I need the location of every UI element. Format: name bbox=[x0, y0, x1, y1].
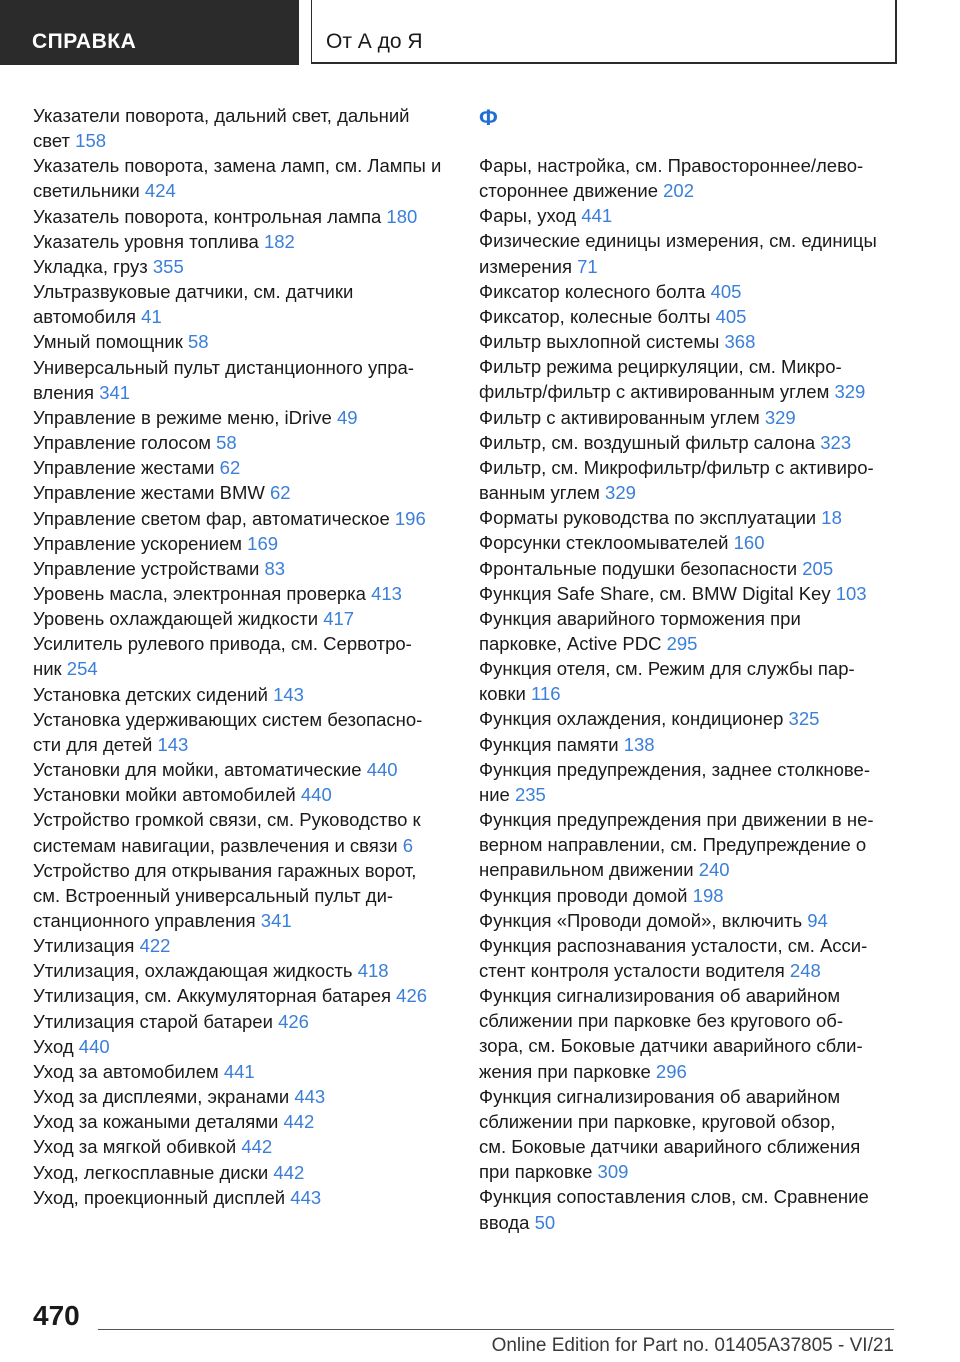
index-entry-text: Управление светом фар, автоматическое bbox=[33, 507, 390, 529]
page-number: 470 bbox=[33, 1300, 80, 1331]
page-reference-link[interactable]: 49 bbox=[336, 406, 358, 428]
index-entry bbox=[33, 1084, 453, 1109]
index-entry-text: Уход за автомобилем bbox=[33, 1060, 219, 1082]
index-entry bbox=[33, 1009, 453, 1034]
index-entry-line bbox=[479, 732, 899, 757]
index-entry-line bbox=[33, 128, 453, 153]
index-entry bbox=[33, 204, 453, 229]
index-entry-text: ванным углем bbox=[479, 482, 600, 504]
index-entry-line bbox=[33, 1034, 453, 1059]
index-entry-line bbox=[479, 480, 899, 505]
page-reference-link[interactable]: 6 bbox=[402, 834, 414, 856]
index-entry bbox=[479, 581, 899, 606]
index-entry-text: Функция «Проводи домой», включить bbox=[479, 909, 803, 931]
index-entry-line bbox=[479, 279, 899, 304]
index-entry bbox=[33, 933, 453, 958]
index-entry-line bbox=[33, 556, 453, 581]
page-reference-link[interactable]: 202 bbox=[663, 180, 695, 202]
index-entry-line bbox=[33, 329, 453, 354]
index-entry-text: фильтр/фильтр с активированным углем bbox=[479, 381, 830, 403]
page-header bbox=[0, 0, 960, 66]
index-entry-text: Фильтр выхлопной системы bbox=[479, 331, 720, 353]
section-tab-label: СПРАВКА bbox=[32, 30, 137, 53]
index-entry-text: Функция предупреждения при движении в не- bbox=[479, 809, 874, 831]
index-entry-text: ние bbox=[479, 783, 510, 805]
page-reference-link[interactable]: 248 bbox=[789, 960, 821, 981]
index-entry bbox=[479, 505, 899, 530]
index-entry-line bbox=[479, 908, 899, 933]
index-entry bbox=[479, 329, 899, 354]
page-reference-link[interactable]: 58 bbox=[216, 432, 237, 454]
index-entry-line bbox=[479, 631, 899, 656]
index-entry-line bbox=[479, 556, 899, 581]
index-entry-text: системам навигации, развлечения и связи bbox=[33, 834, 398, 856]
index-entry bbox=[479, 883, 899, 908]
index-entry bbox=[33, 958, 453, 983]
page-reference-link[interactable]: 405 bbox=[715, 305, 747, 327]
index-entry-text: Управление голосом bbox=[33, 432, 211, 454]
page-reference-link[interactable]: 198 bbox=[692, 884, 724, 906]
page-reference-link[interactable]: 426 bbox=[278, 1010, 309, 1032]
index-entry-text: Указатель поворота, замена ламп, см. Лампы и bbox=[33, 155, 442, 177]
page-reference-link[interactable]: 160 bbox=[733, 532, 765, 554]
index-entry-line bbox=[479, 1059, 899, 1084]
index-entry-text: верном направлении, см. Предупреждение о bbox=[479, 834, 867, 856]
index-entry bbox=[33, 531, 453, 556]
page-reference-link[interactable]: 418 bbox=[357, 960, 389, 982]
index-entry bbox=[479, 405, 899, 430]
index-entry-text: Утилизация bbox=[33, 935, 135, 957]
index-entry bbox=[479, 455, 899, 505]
subsection-tab[interactable] bbox=[311, 0, 897, 64]
index-entry-text: Фары, уход bbox=[479, 205, 577, 227]
index-entry-text: Утилизация старой батареи bbox=[33, 1010, 273, 1032]
index-entry-text: сближении при парковке, круговой обзор, bbox=[479, 1110, 836, 1132]
index-entry-text: Функция сигнализирования об аварийном bbox=[479, 1085, 841, 1107]
index-entry-text: Управление жестами BMW bbox=[33, 482, 265, 504]
index-entry-line bbox=[33, 304, 453, 329]
index-entry-text: Функция распознавания усталости, см. Асси- bbox=[479, 934, 868, 956]
index-entry-line bbox=[33, 606, 453, 631]
index-entry-line bbox=[33, 782, 453, 807]
page-reference-link[interactable]: 440 bbox=[366, 759, 398, 781]
index-entry-text: Установки мойки автомобилей bbox=[33, 784, 296, 806]
index-entry-text: стороннее движение bbox=[479, 180, 658, 202]
index-column-left bbox=[33, 103, 453, 1210]
page-reference-link[interactable]: 309 bbox=[597, 1161, 629, 1183]
index-entry bbox=[33, 480, 453, 505]
page-reference-link[interactable]: 138 bbox=[623, 733, 655, 755]
page-reference-link[interactable]: 441 bbox=[581, 205, 613, 227]
index-entry-text: Фильтр, см. воздушный фильтр салона bbox=[479, 431, 816, 453]
index-entry bbox=[479, 530, 899, 555]
index-entry-line bbox=[33, 430, 453, 455]
index-entry-text: Функция проводи домой bbox=[479, 884, 688, 906]
index-entry bbox=[479, 354, 899, 404]
subsection-tab-label: От А до Я bbox=[326, 30, 423, 53]
index-entry-text: Уровень масла, электронная проверка bbox=[33, 582, 366, 604]
index-entry-line bbox=[479, 304, 899, 329]
index-entry bbox=[479, 228, 899, 278]
index-entry bbox=[33, 1134, 453, 1159]
index-entry-text: Управление в режиме меню, iDrive bbox=[33, 406, 332, 428]
index-entry-text: стент контроля усталости водителя bbox=[479, 960, 785, 981]
index-entry bbox=[33, 455, 453, 480]
index-entry-line bbox=[33, 455, 453, 480]
index-entry-text: Функция сигнализирования об аварийном bbox=[479, 985, 841, 1007]
page-reference-link[interactable]: 341 bbox=[260, 910, 292, 931]
index-entry-text: Фильтр с активированным углем bbox=[479, 406, 760, 428]
index-entry-text: Функция аварийного торможения при bbox=[479, 607, 801, 629]
index-entry bbox=[479, 983, 899, 1084]
index-entry-text: Утилизация, см. Аккумуляторная батарея bbox=[33, 985, 392, 1007]
index-entry-line bbox=[479, 581, 899, 606]
index-entry bbox=[33, 707, 453, 757]
index-entry-line bbox=[33, 254, 453, 279]
index-entry bbox=[33, 405, 453, 430]
index-entry-text: Функция памяти bbox=[479, 733, 619, 755]
index-entry-text: Указатель поворота, контрольная лампа bbox=[33, 205, 382, 227]
index-entry bbox=[33, 103, 453, 153]
index-entry-text: Умный помощник bbox=[33, 331, 183, 353]
index-entry-line bbox=[33, 1059, 453, 1084]
index-entry-line bbox=[479, 379, 899, 404]
index-entry-text: неправильном движении bbox=[479, 859, 694, 881]
edition-note: Online Edition for Part no. 01405A37805 - VI/21 bbox=[491, 1335, 894, 1356]
index-entry-text: Фиксатор колесного болта bbox=[479, 280, 706, 302]
index-entry-line bbox=[479, 530, 899, 555]
index-entry-line bbox=[33, 480, 453, 505]
index-entry-line bbox=[33, 1009, 453, 1034]
page-reference-link[interactable]: 50 bbox=[534, 1211, 556, 1233]
index-entry-line bbox=[479, 883, 899, 908]
index-entry-line bbox=[33, 933, 453, 958]
index-entry-line bbox=[33, 1134, 453, 1159]
page-reference-link[interactable]: 235 bbox=[514, 783, 546, 805]
index-entry bbox=[33, 355, 453, 405]
index-entry-line bbox=[33, 531, 453, 556]
page-reference-link[interactable]: 442 bbox=[241, 1136, 273, 1158]
index-entry bbox=[33, 1160, 453, 1185]
index-entry-line bbox=[33, 1109, 453, 1134]
index-entry-text: Функция Safe Share, см. BMW Digital Key bbox=[479, 582, 831, 604]
index-entry bbox=[479, 304, 899, 329]
index-entry bbox=[33, 983, 453, 1008]
page-reference-link[interactable]: 169 bbox=[247, 532, 279, 554]
page-reference-link[interactable]: 71 bbox=[577, 255, 598, 277]
index-entry-line bbox=[479, 405, 899, 430]
index-entry-text: Установка удерживающих систем безопасно- bbox=[33, 708, 423, 730]
index-entry bbox=[33, 807, 453, 857]
index-entry bbox=[33, 556, 453, 581]
index-entry bbox=[33, 631, 453, 681]
index-entry-line bbox=[33, 833, 453, 858]
index-entry-text: Форматы руководства по эксплуатации bbox=[479, 507, 817, 529]
page-reference-link[interactable]: 440 bbox=[78, 1035, 110, 1057]
index-entry-text: Уровень охлаждающей жидкости bbox=[33, 608, 319, 630]
index-entry bbox=[479, 606, 899, 656]
index-entry-text: Уход за кожаными деталями bbox=[33, 1111, 279, 1133]
page-reference-link[interactable]: 329 bbox=[834, 381, 866, 403]
index-entry-line bbox=[33, 958, 453, 983]
page-reference-link[interactable]: 325 bbox=[788, 708, 820, 730]
index-entry-text: ввода bbox=[479, 1211, 530, 1233]
index-entry-text: сближении при парковке без кругового об- bbox=[479, 1010, 844, 1032]
index-entry-text: станционного управления bbox=[33, 910, 256, 931]
index-entry bbox=[33, 229, 453, 254]
index-entry-text: Функция охлаждения, кондиционер bbox=[479, 708, 784, 730]
page-reference-link[interactable]: 443 bbox=[290, 1186, 322, 1208]
page-reference-link[interactable]: 440 bbox=[300, 784, 332, 806]
page-reference-link[interactable]: 329 bbox=[764, 406, 796, 428]
footer-divider bbox=[98, 1329, 894, 1330]
index-entry bbox=[33, 581, 453, 606]
index-entry bbox=[33, 329, 453, 354]
index-entry-text: Устройство громкой связи, см. Руководство к bbox=[33, 809, 421, 831]
index-entry-line bbox=[33, 908, 453, 933]
index-entry-text: свет bbox=[33, 130, 71, 152]
index-entry bbox=[479, 1084, 899, 1185]
page-reference-link[interactable]: 62 bbox=[219, 457, 241, 479]
index-entry bbox=[33, 1185, 453, 1210]
index-entry-text: сти для детей bbox=[33, 733, 153, 755]
page-reference-link[interactable]: 405 bbox=[710, 280, 742, 302]
index-entry bbox=[479, 656, 899, 706]
index-entry-line bbox=[479, 430, 899, 455]
index-entry-line bbox=[479, 254, 899, 279]
index-entry bbox=[33, 682, 453, 707]
page-reference-link[interactable]: 103 bbox=[835, 582, 867, 604]
index-entry-text: парковке, Active PDC bbox=[479, 632, 662, 654]
index-entry bbox=[479, 807, 899, 882]
index-entry-text: ковки bbox=[479, 683, 526, 705]
index-entry bbox=[479, 556, 899, 581]
index-column-right bbox=[479, 103, 899, 1235]
index-entry-text: Функция предупреждения, заднее столкнове- bbox=[479, 758, 871, 780]
index-entry-text: Устройство для открывания гаражных ворот, bbox=[33, 859, 417, 881]
index-entry-line bbox=[479, 178, 899, 203]
index-entry-line bbox=[479, 958, 899, 983]
page-reference-link[interactable]: 329 bbox=[605, 482, 636, 504]
page-reference-link[interactable]: 143 bbox=[273, 683, 304, 705]
page-reference-link[interactable]: 422 bbox=[139, 935, 171, 957]
index-entry-line bbox=[479, 706, 899, 731]
index-entry bbox=[479, 153, 899, 203]
index-entry bbox=[479, 706, 899, 731]
index-entry bbox=[33, 858, 453, 933]
page-reference-link[interactable]: 295 bbox=[666, 632, 698, 654]
index-entry-text: Функция отеля, см. Режим для службы пар- bbox=[479, 658, 855, 680]
index-entry bbox=[479, 732, 899, 757]
index-entry-text: Фиксатор, колесные болты bbox=[479, 305, 711, 327]
index-entry-line bbox=[33, 757, 453, 782]
page-reference-link[interactable]: 442 bbox=[273, 1161, 305, 1183]
index-entry bbox=[33, 757, 453, 782]
index-entry bbox=[33, 606, 453, 631]
index-entry-text: Универсальный пульт дистанционного упра- bbox=[33, 356, 414, 378]
index-entry bbox=[479, 757, 899, 807]
index-entry bbox=[479, 430, 899, 455]
index-entry bbox=[479, 908, 899, 933]
index-entry-text: Уход за мягкой обивкой bbox=[33, 1136, 237, 1158]
index-entry-text: Ультразвуковые датчики, см. датчики bbox=[33, 281, 354, 303]
index-entry-line bbox=[33, 178, 453, 203]
index-entry-text: Форсунки стеклоомывателей bbox=[479, 532, 729, 554]
page-reference-link[interactable]: 196 bbox=[394, 507, 426, 529]
page-reference-link[interactable]: 424 bbox=[144, 180, 176, 202]
index-entry-line bbox=[33, 983, 453, 1008]
page-reference-link[interactable]: 323 bbox=[820, 431, 852, 453]
index-entry-line bbox=[33, 204, 453, 229]
section-tab[interactable] bbox=[0, 0, 299, 65]
index-entry-text: жения при парковке bbox=[479, 1060, 651, 1082]
page-reference-link[interactable]: 18 bbox=[821, 507, 842, 529]
index-entry-line bbox=[479, 681, 899, 706]
index-entry bbox=[33, 430, 453, 455]
page-reference-link[interactable]: 296 bbox=[655, 1060, 687, 1082]
page-reference-link[interactable]: 341 bbox=[99, 381, 131, 403]
page-reference-link[interactable]: 94 bbox=[807, 909, 828, 931]
index-entry-text: Уход, легкосплавные диски bbox=[33, 1161, 269, 1183]
page-reference-link[interactable]: 205 bbox=[802, 557, 834, 579]
index-entry bbox=[33, 782, 453, 807]
page-reference-link[interactable]: 254 bbox=[66, 658, 98, 680]
index-entry-text: Фары, настройка, см. Правостороннее/лево- bbox=[479, 155, 864, 176]
index-entry-line bbox=[479, 782, 899, 807]
page-reference-link[interactable]: 58 bbox=[187, 331, 209, 353]
index-entries-right bbox=[479, 153, 899, 1235]
index-entry-line bbox=[33, 656, 453, 681]
index-entry-line bbox=[33, 581, 453, 606]
index-entry-text: Усилитель рулевого привода, см. Сервотро- bbox=[33, 633, 412, 655]
index-entry bbox=[33, 506, 453, 531]
index-entry-text: светильники bbox=[33, 180, 140, 202]
page-reference-link[interactable]: 240 bbox=[698, 859, 730, 881]
index-entry-line bbox=[479, 1159, 899, 1184]
index-entry-text: Управление жестами bbox=[33, 457, 215, 479]
page-reference-link[interactable]: 116 bbox=[531, 683, 561, 705]
index-entry-text: Фронтальные подушки безопасности bbox=[479, 557, 798, 579]
index-entry-line bbox=[33, 1160, 453, 1185]
index-entry-text: Установка детских сидений bbox=[33, 683, 268, 705]
index-entry-line bbox=[33, 732, 453, 757]
index-entry bbox=[479, 933, 899, 983]
index-entry-line bbox=[479, 329, 899, 354]
index-entry-text: при парковке bbox=[479, 1161, 593, 1183]
index-entry-line bbox=[33, 229, 453, 254]
index-entry-line bbox=[479, 203, 899, 228]
index-entry bbox=[33, 1034, 453, 1059]
page-reference-link[interactable]: 158 bbox=[75, 130, 107, 152]
page-reference-link[interactable]: 143 bbox=[157, 733, 189, 755]
page-reference-link[interactable]: 417 bbox=[323, 608, 355, 630]
index-entry-text: см. Боковые датчики аварийного сближения bbox=[479, 1136, 861, 1158]
index-entry-text: зора, см. Боковые датчики аварийного сбли- bbox=[479, 1035, 863, 1057]
index-entry-text: Фильтр режима рециркуляции, см. Микро- bbox=[479, 356, 842, 378]
index-entry-line bbox=[33, 405, 453, 430]
index-entry-line bbox=[33, 682, 453, 707]
index-entry-text: вления bbox=[33, 381, 95, 403]
index-entry-text: Указатели поворота, дальний свет, дальний bbox=[33, 105, 410, 126]
index-entry bbox=[33, 279, 453, 329]
page-reference-link[interactable]: 426 bbox=[396, 985, 428, 1007]
page-reference-link[interactable]: 62 bbox=[270, 482, 291, 504]
index-entry-line bbox=[33, 1084, 453, 1109]
index-entry-text: Функция сопоставления слов, см. Сравнение bbox=[479, 1186, 869, 1208]
index-entry-line bbox=[33, 506, 453, 531]
page-reference-link[interactable]: 182 bbox=[263, 230, 295, 252]
index-entry-text: Установки для мойки, автоматические bbox=[33, 759, 362, 781]
page-reference-link[interactable]: 441 bbox=[223, 1060, 255, 1082]
index-entry bbox=[479, 279, 899, 304]
index-entry-text: Физические единицы измерения, см. единицы bbox=[479, 230, 877, 252]
index-entry bbox=[33, 1059, 453, 1084]
page-reference-link[interactable]: 368 bbox=[724, 331, 756, 353]
index-entry bbox=[33, 254, 453, 279]
index-entry-text: Уход, проекционный дисплей bbox=[33, 1186, 286, 1208]
index-entry-text: Утилизация, охлаждающая жидкость bbox=[33, 960, 353, 982]
page-reference-link[interactable]: 83 bbox=[264, 557, 286, 579]
page-reference-link[interactable]: 355 bbox=[152, 255, 184, 277]
index-entry-text: Управление ускорением bbox=[33, 532, 243, 554]
page-reference-link[interactable]: 442 bbox=[283, 1111, 315, 1133]
index-entry-text: Уход bbox=[33, 1035, 74, 1057]
index-entry bbox=[479, 203, 899, 228]
index-entry bbox=[479, 1184, 899, 1234]
index-entry-text: ник bbox=[33, 658, 62, 680]
index-entry-text: автомобиля bbox=[33, 306, 137, 328]
page-reference-link[interactable]: 180 bbox=[386, 205, 418, 227]
page-reference-link[interactable]: 443 bbox=[294, 1086, 326, 1108]
index-entry-text: измерения bbox=[479, 255, 572, 277]
index-entry-text: Уход за дисплеями, экранами bbox=[33, 1086, 290, 1108]
index-entry-text: Управление устройствами bbox=[33, 557, 260, 579]
index-entry-text: см. Встроенный универсальный пульт ди- bbox=[33, 884, 394, 906]
index-entry-line bbox=[479, 505, 899, 530]
index-entry bbox=[33, 153, 453, 203]
index-entry-line bbox=[33, 1185, 453, 1210]
page-reference-link[interactable]: 41 bbox=[141, 306, 162, 328]
index-entry-text: Укладка, груз bbox=[33, 255, 148, 277]
index-entry-line bbox=[33, 380, 453, 405]
index-entry-line bbox=[479, 1210, 899, 1235]
index-entry-text: Указатель уровня топлива bbox=[33, 230, 259, 252]
index-entry-line bbox=[479, 857, 899, 882]
index-entry bbox=[33, 1109, 453, 1134]
page-reference-link[interactable]: 413 bbox=[371, 582, 402, 604]
index-entry-text: Фильтр, см. Микрофильтр/фильтр с активиро- bbox=[479, 456, 874, 478]
index-letter-heading: Ф bbox=[479, 105, 498, 130]
